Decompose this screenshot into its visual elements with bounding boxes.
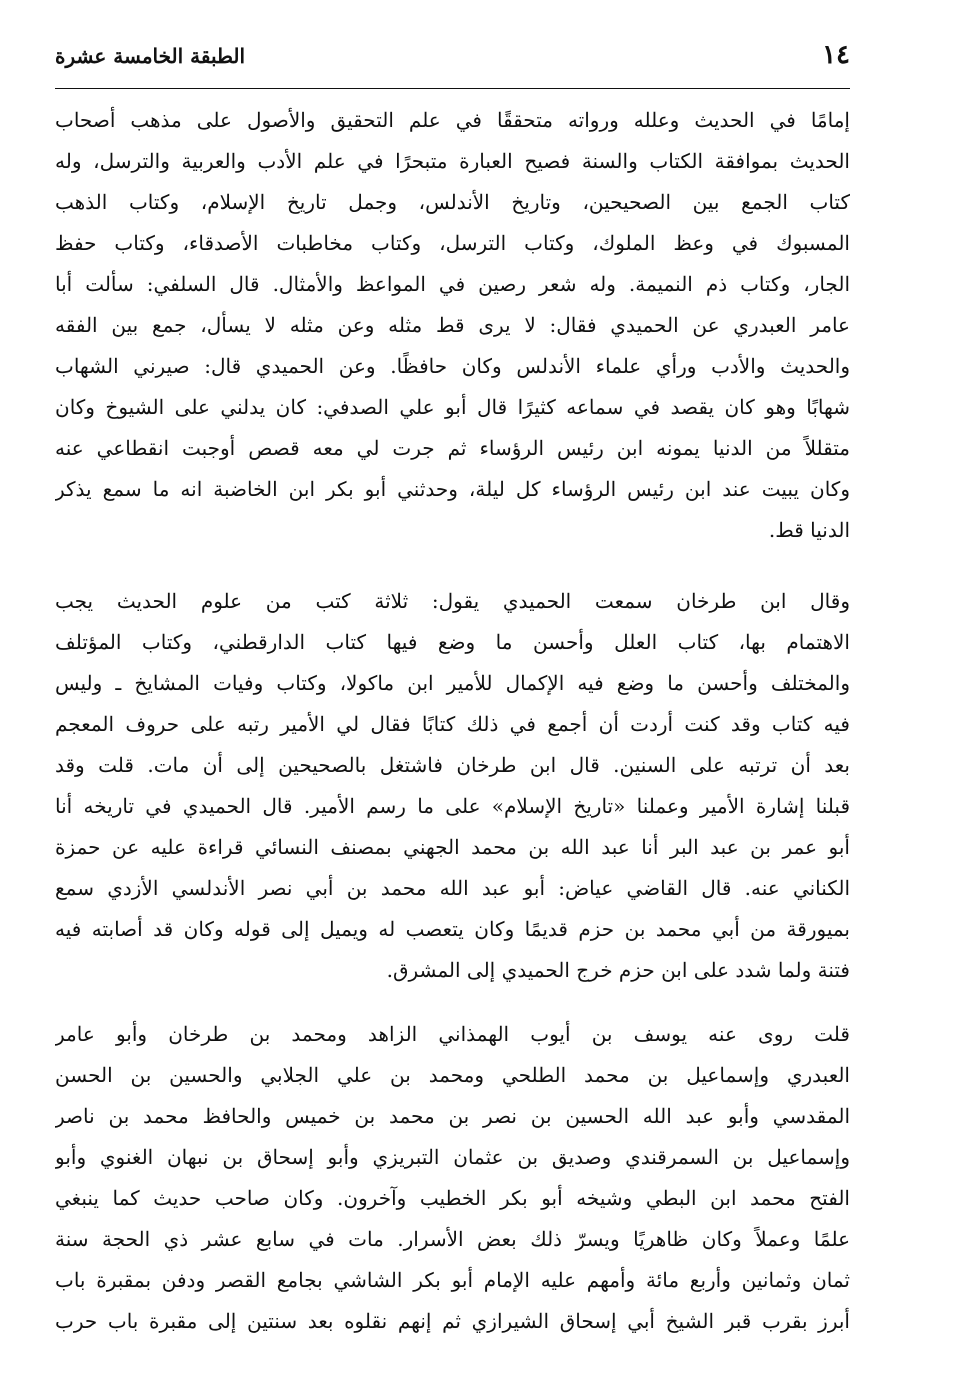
- text-line: وقال ابن طرخان سمعت الحميدي يقول: ثلاثة كتب من علوم الحديث يجب: [55, 589, 850, 613]
- text-line: ثمان وثمانين وأربع مائة وأمهم عليه الإمام أبو بكر الشاشي بجامع القصر ودفن بمقبرة باب: [55, 1268, 850, 1292]
- text-line: وكان يبيت عند ابن رئيس الرؤساء كل ليلة، وحدثني أبو بكر ابن الخاضبة انه ما سمع يذكر: [55, 477, 850, 501]
- paragraph-2: [55, 581, 850, 991]
- text-line: فتنة ولما شدد على ابن حزم خرج الحميدي إلى المشرق.: [386, 958, 850, 982]
- text-line: قبلنا إشارة الأمير وعملنا «تاريخ الإسلام» على ما رسم الأمير. قال الحميدي في تاريخه أنا: [55, 794, 850, 818]
- text-line: أبرز بقرب قبر الشيخ أبي إسحاق الشيرازي ثم إنهم نقلوه بعد سنتين إلى مقبرة باب حرب: [55, 1309, 850, 1333]
- page-number: ١٤: [822, 40, 850, 70]
- text-line: والمختلف وأحسن ما وضع فيه الإكمال للأمير ابن ماكولا، وكتاب وفيات المشايخ ـ وليس: [55, 671, 850, 695]
- text-line: بميورقة من أبي محمد بن حزم قديمًا وكان يتعصب له ويميل إلى قوله وكان قد أصابته فيه: [55, 917, 850, 941]
- text-line: عامر العبدري عن الحميدي فقال: لا يرى قط مثله وعن مثله لا يسأل، جمع بين الفقه: [55, 313, 850, 337]
- header-divider: [55, 88, 850, 89]
- text-line: الاهتمام بها، كتاب العلل وأحسن ما وضع فيها كتاب الدارقطني، وكتاب المؤتلف: [55, 630, 850, 654]
- page-header: [55, 36, 850, 82]
- text-line: فيه كتاب وقد كنت أردت أن أجمع في ذلك كتابًا فقال لي الأمير رتبه على حروف المعجم: [55, 712, 850, 736]
- text-line: الحديث بموافقة الكتاب والسنة فصيح العبارة متبحرًا في علم الأدب والعربية والترسل، وله: [55, 149, 850, 173]
- text-line: والحديث والأدب ورأي علماء الأندلس وكان حافظًا. وعن الحميدي قال: صيرني الشهاب: [55, 354, 850, 378]
- text-line: قلت روى عنه يوسف بن أيوب الهمذاني الزاهد ومحمد بن طرخان وأبو عامر: [55, 1022, 850, 1046]
- paragraph-spacer: [55, 991, 850, 1014]
- text-line: وإسماعيل بن السمرقندي وصديق بن عثمان التبريزي وأبو إسحاق بن نبهان الغنوي وأبو: [55, 1145, 850, 1169]
- text-line: بعد أن ترتبه على السنين. قال ابن طرخان فاشتغل بالصحيحين إلى أن مات. قلت وقد: [55, 753, 850, 777]
- body-text: [55, 100, 850, 1342]
- running-title: الطبقة الخامسة عشرة: [55, 44, 246, 68]
- text-line: أبو عمر بن عبد البر أنا عبد الله بن محمد الجهني بمصنف النسائي قراءة عليه عن حمزة: [55, 835, 850, 859]
- text-line: الدنيا قط.: [768, 518, 850, 542]
- paragraph-spacer: [55, 551, 850, 581]
- text-line: متقللاً من الدنيا يمونه ابن رئيس الرؤساء ثم جرت لي معه قصص أوجبت انقطاعي عنه: [55, 436, 850, 460]
- text-line: علمًا وعملاً وكان ظاهريًا ويسرّ ذلك بعض الأسرار. مات في سابع عشر ذي الحجة سنة: [55, 1227, 850, 1251]
- text-line: الجار، وكتاب ذم النميمة. وله شعر رصين في المواعظ والأمثال. قال السلفي: سألت أبا: [55, 272, 850, 296]
- text-line: المقدسي وأبو عبد الله الحسين بن نصر بن محمد بن خميس والحافظ محمد بن ناصر: [55, 1104, 850, 1128]
- text-line: إمامًا في الحديث وعلله ورواته متحققًا في علم التحقيق والأصول على مذهب أصحاب: [55, 108, 850, 132]
- text-line: الكناني عنه. قال القاضي عياض: أبو عبد الله محمد بن أبي نصر الأندلسي الأزدي سمع: [55, 876, 850, 900]
- text-line: شهابًا وهو كان يقصد في سماعه كثيرًا قال أبو علي الصدفي: كان يدلني على الشيوخ وكان: [55, 395, 850, 419]
- text-line: المسبوك في وعظ الملوك، وكتاب الترسل، وكتاب مخاطبات الأصدقاء، وكتاب حفظ: [55, 231, 850, 255]
- text-line: كتاب الجمع بين الصحيحين، وتاريخ الأندلس، وجمل تاريخ الإسلام، وكتاب الذهب: [55, 190, 850, 214]
- text-line: الفتح محمد ابن البطي وشيخه أبو بكر الخطيب وآخرون. وكان صاحب حديث كما ينبغي: [55, 1186, 850, 1210]
- text-line: العبدري وإسماعيل بن محمد الطلحي ومحمد بن علي الجلابي والحسين بن الحسن: [55, 1063, 850, 1087]
- paragraph-3: [55, 1014, 850, 1342]
- paragraph-1: [55, 100, 850, 551]
